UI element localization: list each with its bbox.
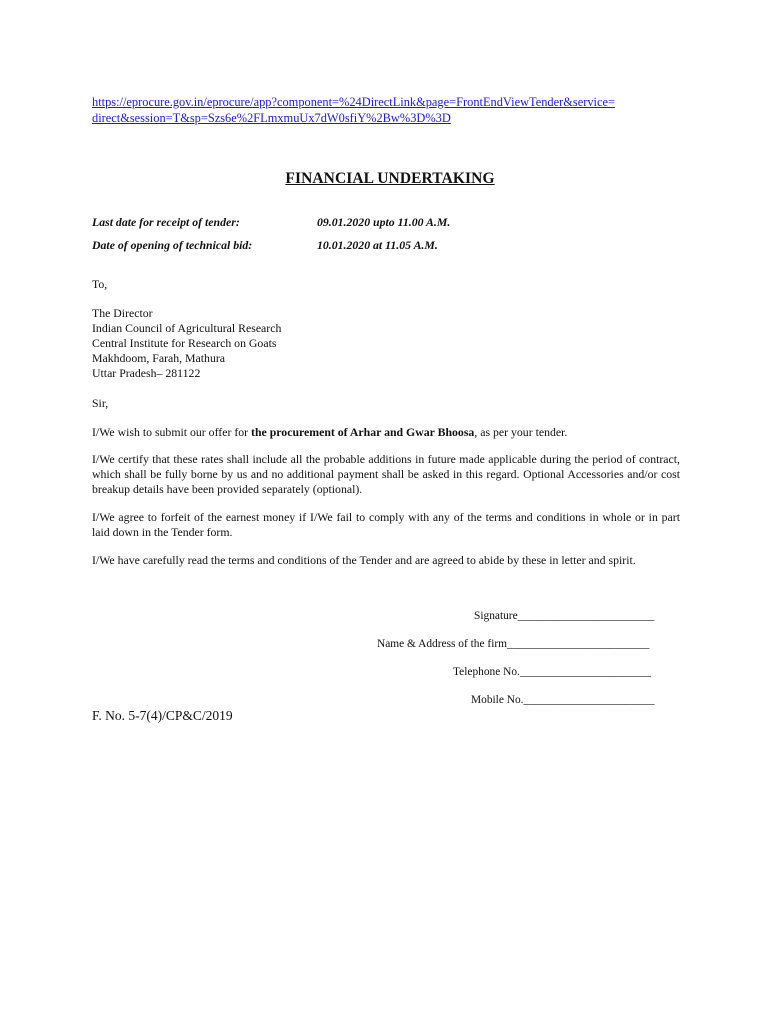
- receipt-date-label: Last date for receipt of tender:: [92, 215, 240, 229]
- address-line-2: Indian Council of Agricultural Research: [92, 321, 282, 335]
- paragraph-offer-prefix: I/We wish to submit our offer for: [92, 425, 252, 439]
- address-line-1: The Director: [92, 306, 153, 320]
- file-number: F. No. 5-7(4)/CP&C/2019: [92, 708, 233, 723]
- name-address-line: Name & Address of the firm_________________________: [377, 638, 650, 650]
- mobile-line: Mobile No._______________________: [471, 694, 655, 706]
- signature-line: Signature________________________: [474, 610, 655, 622]
- address-line-3: Central Institute for Research on Goats: [92, 336, 277, 350]
- paragraph-offer: [92, 425, 680, 440]
- telephone-line: Telephone No._______________________: [453, 666, 651, 678]
- salutation-to: To,: [92, 277, 108, 291]
- opening-date-label: Date of opening of technical bid:: [92, 238, 253, 252]
- paragraph-offer-suffix: , as per your tender.: [474, 425, 568, 439]
- paragraph-certify: I/We certify that these rates shall include all the probable additions in future made applicable during the period of contract, which shall be fully borne by us and no additional payment shall be asked in this regard. Optional Accessories and/or cost breakup details have been provided separately (optional).: [92, 452, 680, 496]
- receipt-date-value: 09.01.2020 upto 11.00 A.M.: [317, 215, 451, 229]
- tender-url-line-2[interactable]: direct&session=T&sp=Szs6e%2FLmxmuUx7dW0sfiY%2Bw%3D%3D: [92, 111, 451, 125]
- address-line-5: Uttar Pradesh– 281122: [92, 366, 201, 380]
- paragraph-forfeit: I/We agree to forfeit of the earnest money if I/We fail to comply with any of the terms and conditions in whole or in part laid down in the Tender form.: [92, 510, 680, 539]
- document-title: [0, 170, 770, 188]
- salutation-sir: Sir,: [92, 396, 109, 410]
- procurement-item-text: the procurement of Arhar and Gwar Bhoosa: [251, 425, 475, 439]
- recipient-address: [92, 306, 281, 381]
- tender-url-link[interactable]: [92, 94, 692, 126]
- tender-url-line-1[interactable]: https://eprocure.gov.in/eprocure/app?component=%24DirectLink&page=FrontEndViewTender&service=: [92, 95, 615, 109]
- address-line-4: Makhdoom, Farah, Mathura: [92, 351, 226, 365]
- paragraph-terms: I/We have carefully read the terms and conditions of the Tender and are agreed to abide by these in letter and spirit.: [92, 553, 636, 567]
- document-title-text: FINANCIAL UNDERTAKING: [285, 170, 495, 187]
- opening-date-value: 10.01.2020 at 11.05 A.M.: [317, 238, 438, 252]
